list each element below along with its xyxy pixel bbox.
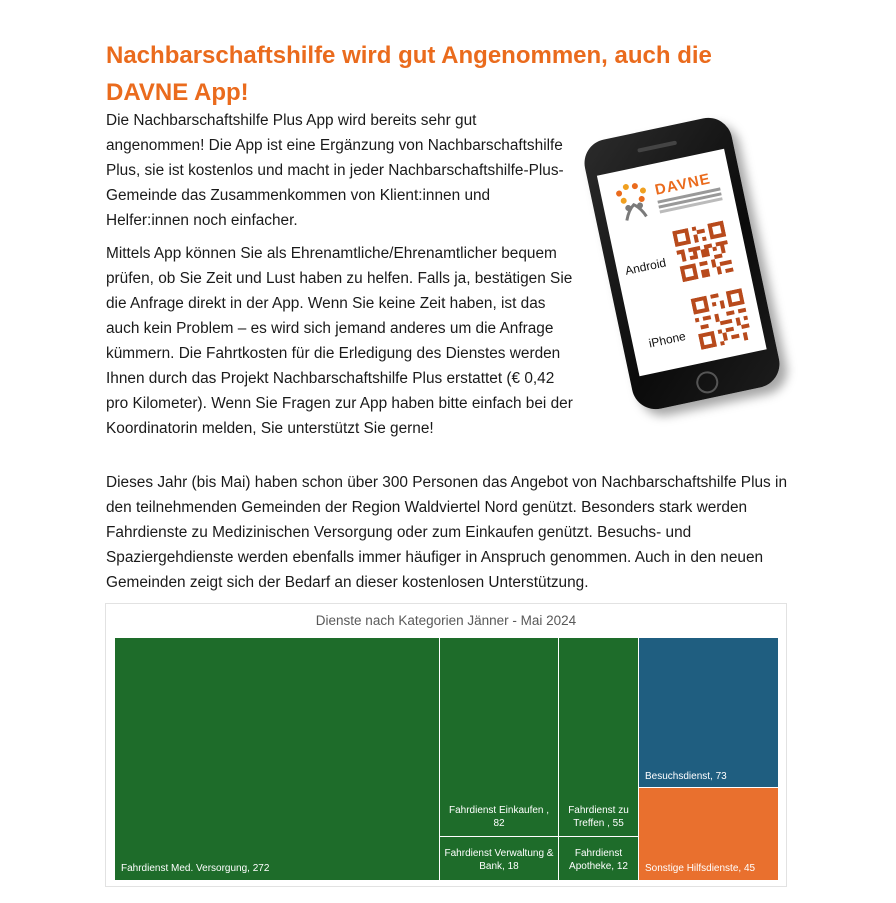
stats-paragraph: Dieses Jahr (bis Mai) haben schon über 300 Personen das Angebot von Nachbarschaftshilfe Plus in den teilnehmenden Gemeinden der Region Waldviertel Nord genützt. Besonders stark werden Fahrdienste zu Medizinischen Versorgung oder zum Einkaufen genützt. Besuchs- und Spaziergehdienste werden ebenfalls immer häufiger in Anspruch genommen. Auch in den neuen Gemeinden zeigt sich der Bedarf an dieser kostenlosen Unterstützung. bbox=[106, 474, 788, 591]
phone-illustration bbox=[580, 108, 810, 438]
treemap-cell bbox=[559, 837, 638, 880]
treemap-cell-label: Fahrdienst Med. Versorgung, 272 bbox=[121, 863, 270, 874]
chart-title: Dienste nach Kategorien Jänner - Mai 2024 bbox=[315, 613, 577, 628]
iphone-qr-code-icon bbox=[691, 288, 753, 350]
treemap-cell-label: Sonstige Hilfsdienste, 45 bbox=[645, 863, 756, 874]
phone-screen bbox=[597, 149, 767, 377]
treemap-cell-label: Fahrdienst Verwaltung & Bank, 18 bbox=[444, 848, 554, 872]
treemap-cell bbox=[639, 638, 778, 787]
treemap-cell bbox=[115, 638, 439, 880]
logo-text: DAVNE bbox=[653, 170, 713, 199]
phone-home-button bbox=[694, 369, 720, 395]
phone-body bbox=[580, 113, 784, 413]
treemap-cell bbox=[639, 788, 778, 880]
intro-paragraph: Die Nachbarschaftshilfe Plus App wird bereits sehr gut angenommen! Die App ist eine Ergänzung von Nachbarschaftshilfe Plus, sie ist kostenlos und macht in jeder Nachbarschaftshilfe-Plus-Gemeinde das Zusammenkommen von Klient:innen und Helfer:innen noch einfacher. bbox=[106, 112, 564, 229]
treemap-cell bbox=[559, 638, 638, 836]
treemap-cell bbox=[440, 638, 558, 836]
android-qr-code-icon bbox=[672, 221, 734, 283]
davne-logo bbox=[609, 163, 725, 225]
app-paragraph: Mittels App können Sie als Ehrenamtliche/Ehrenamtlicher bequem prüfen, ob Sie Zeit und Lust haben zu helfen. Falls ja, bestätigen Sie die Anfrage direkt in der App. Wenn Sie keine Zeit haben, ist das auch kein Problem – es wird sich jemand anderes um die Anfrage kümmern. Die Fahrtkosten für die Erledigung des Dienstes werden Ihnen durch das Projekt Nachbarschaftshilfe Plus erstattet (€ 0,42 pro Kilometer). Wenn Sie Fragen zur App haben bitte einfach bei der Koordinatorin melden, Sie unterstützt Sie gerne! bbox=[106, 245, 573, 437]
treemap-cell bbox=[440, 837, 558, 880]
iphone-label: iPhone bbox=[647, 329, 687, 351]
treemap-cell-label: Fahrdienst Einkaufen , 82 bbox=[448, 805, 550, 829]
phone-speaker bbox=[637, 140, 677, 152]
tree-logo-icon bbox=[609, 177, 656, 224]
treemap-chart bbox=[105, 603, 787, 887]
article-title: Nachbarschaftshilfe wird gut Angenommen, auch die DAVNE App! bbox=[106, 42, 712, 106]
treemap-cell-label: Fahrdienst Apotheke, 12 bbox=[569, 848, 628, 872]
treemap-cell-label: Besuchsdienst, 73 bbox=[645, 771, 727, 782]
android-label: Android bbox=[623, 255, 668, 278]
treemap-cell-label: Fahrdienst zu Treffen , 55 bbox=[568, 805, 629, 829]
